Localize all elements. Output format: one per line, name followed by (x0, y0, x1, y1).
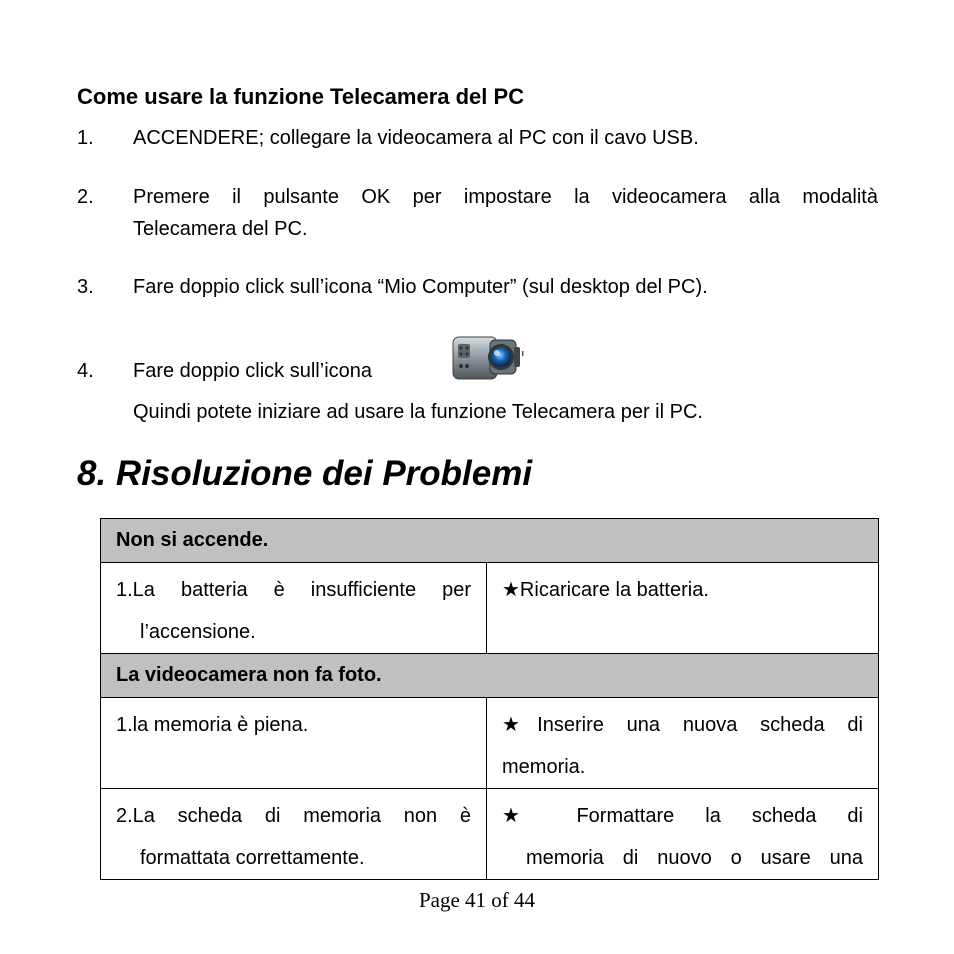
step-text: ACCENDERE; collegare la videocamera al PC con il cavo USB. (133, 127, 699, 149)
remedy-cell (487, 789, 879, 880)
cause-cell (101, 789, 487, 880)
step-text-continuation: Quindi potete iniziare ad usare la funzione Telecamera per il PC. (133, 401, 703, 423)
remedy-text: ★ Formattare la scheda di (502, 805, 863, 827)
cause-text: 1.la memoria è piena. (116, 714, 309, 736)
cause-text-continuation: l’accensione. (140, 621, 256, 643)
problem-header: La videocamera non fa foto. (101, 654, 879, 698)
step-number: 3. (77, 276, 94, 298)
remedy-text-continuation: memoria. (502, 756, 586, 778)
step-text: Premere il pulsante OK per impostare la videocamera alla modalità (133, 186, 878, 208)
step-text: Fare doppio click sull’icona “Mio Computer” (sul desktop del PC). (133, 276, 708, 298)
cause-cell (101, 698, 487, 789)
troubleshooting-table (100, 518, 879, 880)
cause-text: 2.La scheda di memoria non è (116, 805, 471, 827)
table-group-header (101, 654, 879, 698)
step-text-continuation: Telecamera del PC. (133, 218, 308, 240)
table-row (101, 563, 879, 654)
page-footer: Page 41 of 44 (418, 888, 536, 912)
remedy-text-continuation: memoria di nuovo o usare una (526, 847, 863, 869)
camcorder-icon (450, 332, 526, 384)
cause-text-continuation: formattata correttamente. (140, 847, 365, 869)
remedy-cell (487, 698, 879, 789)
step-number: 2. (77, 186, 94, 208)
cause-text: 1.La batteria è insufficiente per (116, 579, 471, 601)
step-number: 1. (77, 127, 94, 149)
step-number: 4. (77, 360, 94, 382)
table-group-header (101, 519, 879, 563)
problem-header: Non si accende. (101, 519, 879, 563)
table-row (101, 789, 879, 880)
remedy-text: ★Inserire una nuova scheda di (502, 714, 863, 736)
step-text: Fare doppio click sull’icona (133, 360, 373, 382)
cause-cell (101, 563, 487, 654)
table-row (101, 698, 879, 789)
section-heading: Come usare la funzione Telecamera del PC (77, 84, 525, 109)
remedy-cell (487, 563, 879, 654)
remedy-text: ★Ricaricare la batteria. (502, 579, 709, 601)
chapter-title: 8. Risoluzione dei Problemi (77, 454, 533, 493)
